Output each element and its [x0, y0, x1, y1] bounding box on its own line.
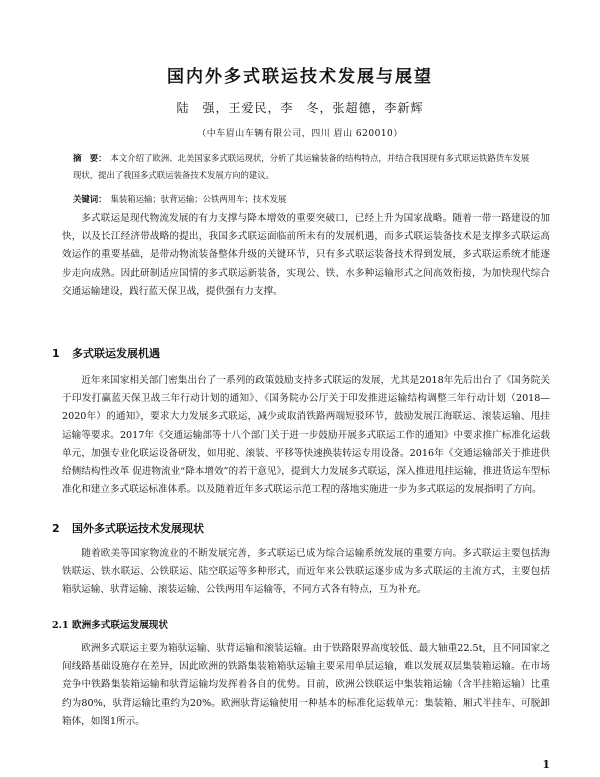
keywords-label: 关键词：: [73, 194, 107, 204]
subsection-2-1-title: 欧洲多式联运发展现状: [72, 620, 168, 631]
abstract-text: 本文介绍了欧洲、北美国家多式联运现状，分析了其运输装备的结构特点，并结合我国现有多式联运铁路货车发展现状，提出了我国多式联运装备技术发展方向的建议。: [73, 153, 530, 180]
keywords: [73, 192, 531, 206]
section-1-title: 多式联运发展机遇: [72, 347, 160, 360]
section-1-paragraph: 近年来国家相关部门密集出台了一系列的政策鼓励支持多式联运的发展，尤其是2018年先后出台了《国务院关于印发打赢蓝天保卫战三年行动计划的通知》、《国务院办公厅关于印发推进运输结构调整三年行动计划（2018—2020年）的通知》，要求大力发展多式联运，减少或取消铁路两端短驳环节，鼓励发展江海联运、滚装运输、甩挂运输等要求。2017年《交通运输部等十八个部门关于进一步鼓励开展多式联运工作的通知》中要求推广标准化运载单元，加强专业化联运设备研发，如用驼、滚装、平移等快速换装转运专用设备。2016年《交通运输部关于推进供给侧结构性改革 促进物流业“降本增效”的若干意见》，提到大力发展多式联运，深入推进甩挂运输，推进货运车型标准化和建立多式联运标准体系。以及随着近年多式联运示范工程的落地实施进一步为多式联运的发展指明了方向。: [62, 375, 550, 496]
subsection-2-1-paragraph: 欧洲多式联运主要为箱驮运输、驮背运输和滚装运输。由于铁路限界高度较低、最大轴重22.5t，且不同国家之间线路基础设施存在差异，因此欧洲的铁路集装箱箱驮运输主要采用单层运输，难以发展双层集装箱运输。在市场竞争中铁路集装箱运输和驮背运输均发挥着各自的优势。目前，欧洲公铁联运中集装箱运输（含半挂箱运输）比重约为80%，驮背运输比重约为20%。欧洲驮背运输使用一种基本的标准化运载单元：集装箱、厢式半挂车、可脱卸箱体，如图1所示。: [62, 643, 550, 727]
section-1-number: 1: [52, 347, 60, 360]
author-list: 陆 强，王爱民，李 冬，张超德，李新辉: [176, 101, 424, 115]
section-2-number: 2: [52, 522, 60, 535]
abstract-label: 摘 要：: [73, 153, 107, 163]
section-1-heading: [52, 345, 160, 361]
affiliation: （中车眉山车辆有限公司，四川 眉山 620010）: [197, 129, 403, 139]
intro-paragraph: 多式联运是现代物流发展的有力支撑与降本增效的重要突破口，已经上升为国家战略。随着一带一路建设的加快，以及长江经济带战略的提出，我国多式联运面临前所未有的发展机遇，而多式联运装备技术是支撑多式联运高效运作的重要基础，是带动物流装备整体升级的关键环节，只有多式联运装备技术得到发展，多式联运系统才能逐步走向成熟。因此研制适应国情的多式联运新装备，实现公、铁、水多种运输形式之间高效衔接，为加快现代综合交通运输建设，践行蓝天保卫战，提供强有力支撑。: [62, 213, 550, 297]
section-2-paragraph: 随着欧美等国家物流业的不断发展完善，多式联运已成为综合运输系统发展的重要方向。多式联运主要包括海铁联运、铁水联运、公铁联运、陆空联运等多种形式，而近年来公铁联运逐步成为多式联运的主流方式，主要包括箱驮运输、驮背运输、滚装运输、公铁两用车运输等，不同方式各有特点，互为补充。: [62, 548, 550, 596]
paper-title: 国内外多式联运技术发展与展望: [167, 67, 433, 87]
section-2-title: 国外多式联运技术发展现状: [72, 522, 204, 535]
abstract: [73, 150, 531, 184]
section-2-heading: [52, 520, 204, 536]
subsection-2-1-number: 2.1: [52, 620, 69, 631]
keywords-text: 集装箱运输；驮背运输；公铁两用车；技术发展: [110, 194, 287, 204]
page-number: 1: [542, 758, 550, 771]
subsection-2-1-heading: [52, 617, 168, 631]
